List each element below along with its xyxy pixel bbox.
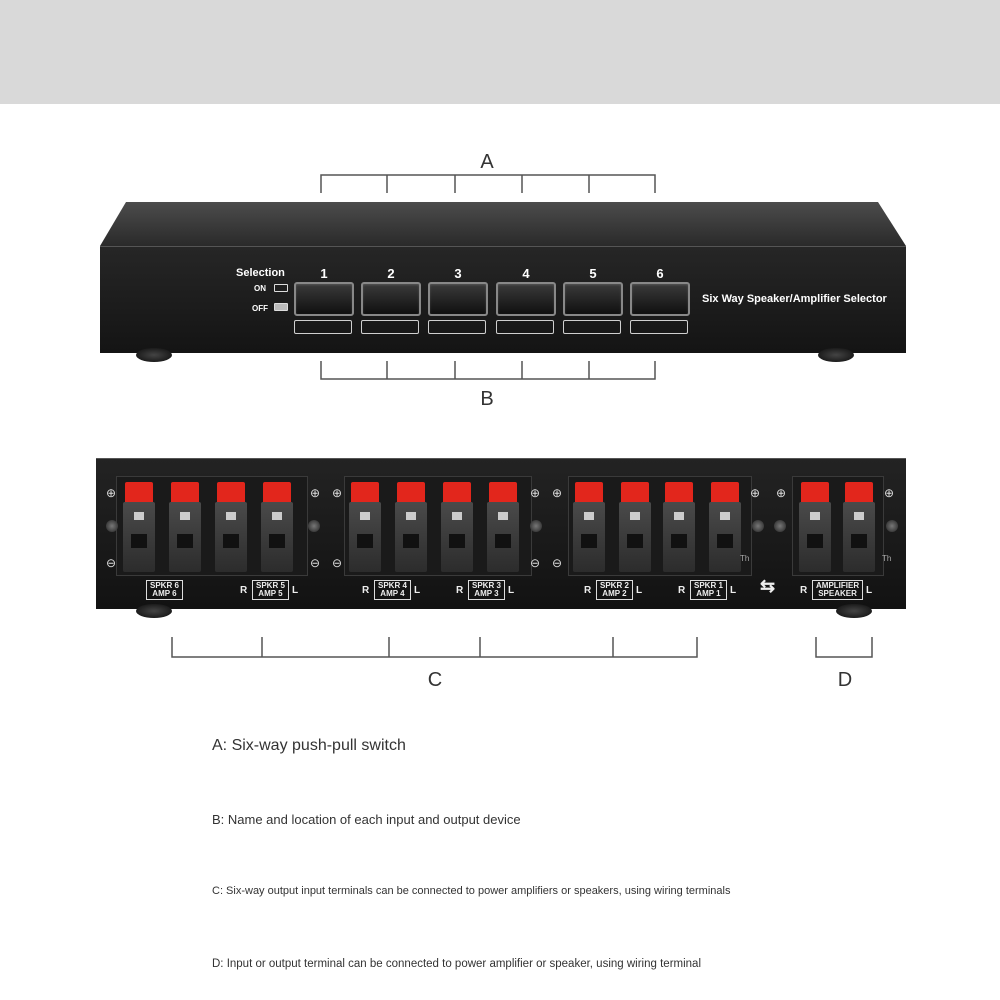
label-slot-2 xyxy=(361,320,419,334)
terminal-tab xyxy=(180,512,190,520)
button-number-5: 5 xyxy=(589,266,597,281)
plus-icon: ⊕ xyxy=(750,486,761,500)
channel-label-1: SPKR 1 AMP 1 xyxy=(690,580,727,600)
terminal-tab xyxy=(630,512,640,520)
terminal-lever xyxy=(171,482,199,504)
terminal-hole xyxy=(403,534,419,548)
plus-icon: ⊕ xyxy=(552,486,563,500)
terminal-tab xyxy=(360,512,370,520)
minus-icon: ⊖ xyxy=(552,556,563,570)
terminal-lever xyxy=(489,482,517,504)
terminal-hole xyxy=(495,534,511,548)
callout-a: A xyxy=(480,151,494,173)
callout-d: D xyxy=(837,669,853,691)
minus-icon: ⊖ xyxy=(332,556,343,570)
plus-icon: ⊕ xyxy=(106,486,117,500)
screw-icon xyxy=(752,520,764,532)
back-foot-left xyxy=(136,604,172,618)
minus-icon: ⊖ xyxy=(310,556,321,570)
back-foot-right xyxy=(836,604,872,618)
on-icon xyxy=(274,284,288,292)
r-label: R xyxy=(240,585,248,596)
channel-label-5: SPKR 5 AMP 5 xyxy=(252,580,289,600)
bracket-c xyxy=(172,637,697,657)
r-label: R xyxy=(584,585,592,596)
plus-icon: ⊕ xyxy=(310,486,321,500)
channel-label-4: SPKR 4 AMP 4 xyxy=(374,580,411,600)
terminal-hole xyxy=(627,534,643,548)
callout-c: C xyxy=(427,669,443,691)
terminal-lever xyxy=(443,482,471,504)
plus-icon: ⊕ xyxy=(530,486,541,500)
push-button-1[interactable] xyxy=(294,282,354,316)
push-button-4[interactable] xyxy=(496,282,556,316)
speaker-terminal[interactable] xyxy=(260,482,294,576)
push-button-5[interactable] xyxy=(563,282,623,316)
minus-icon: ⊖ xyxy=(530,556,541,570)
th-label: Th xyxy=(740,554,750,563)
terminal-lever xyxy=(665,482,693,504)
terminal-hole xyxy=(851,534,867,548)
l-label: L xyxy=(292,585,299,596)
l-label: L xyxy=(414,585,421,596)
terminal-hole xyxy=(269,534,285,548)
speaker-terminal[interactable] xyxy=(708,482,742,576)
terminal-lever xyxy=(575,482,603,504)
label-slot-6 xyxy=(630,320,688,334)
channel-label-amplifier: AMPLIFIER SPEAKER xyxy=(812,580,863,600)
speaker-terminal[interactable] xyxy=(842,482,876,576)
plus-icon: ⊕ xyxy=(332,486,343,500)
push-button-3[interactable] xyxy=(428,282,488,316)
channel-label-6: SPKR 6 AMP 6 xyxy=(146,580,183,600)
speaker-terminal[interactable] xyxy=(440,482,474,576)
terminal-lever xyxy=(125,482,153,504)
button-number-2: 2 xyxy=(387,266,395,281)
terminal-hole xyxy=(581,534,597,548)
front-foot-left xyxy=(136,348,172,362)
device-title: Six Way Speaker/Amplifier Selector xyxy=(702,293,887,305)
screw-icon xyxy=(308,520,320,532)
terminal-tab xyxy=(810,512,820,520)
l-label: L xyxy=(636,585,643,596)
terminal-tab xyxy=(720,512,730,520)
terminal-lever xyxy=(397,482,425,504)
r-label: R xyxy=(456,585,464,596)
on-label: ON xyxy=(254,284,266,293)
terminal-tab xyxy=(498,512,508,520)
push-button-6[interactable] xyxy=(630,282,690,316)
speaker-terminal[interactable] xyxy=(168,482,202,576)
speaker-terminal[interactable] xyxy=(618,482,652,576)
terminal-lever xyxy=(217,482,245,504)
channel-label-2: SPKR 2 AMP 2 xyxy=(596,580,633,600)
terminal-hole xyxy=(717,534,733,548)
button-number-6: 6 xyxy=(656,266,664,281)
button-number-4: 4 xyxy=(522,266,530,281)
speaker-terminal[interactable] xyxy=(214,482,248,576)
speaker-terminal[interactable] xyxy=(662,482,696,576)
speaker-terminal[interactable] xyxy=(798,482,832,576)
speaker-terminal[interactable] xyxy=(486,482,520,576)
label-slot-3 xyxy=(428,320,486,334)
terminal-tab xyxy=(272,512,282,520)
caption-a: A: Six-way push-pull switch xyxy=(212,737,406,754)
button-number-1: 1 xyxy=(320,266,328,281)
minus-icon: ⊖ xyxy=(106,556,117,570)
terminal-hole xyxy=(807,534,823,548)
callout-b: B xyxy=(480,388,494,410)
screw-icon xyxy=(886,520,898,532)
caption-b: B: Name and location of each input and output device xyxy=(212,812,521,827)
push-button-2[interactable] xyxy=(361,282,421,316)
l-label: L xyxy=(508,585,515,596)
caption-d: D: Input or output terminal can be connected to power amplifier or speaker, using wiring terminal xyxy=(212,958,702,970)
bracket-a xyxy=(321,175,655,193)
screw-icon xyxy=(106,520,118,532)
screw-icon xyxy=(774,520,786,532)
terminal-tab xyxy=(674,512,684,520)
terminal-lever xyxy=(801,482,829,504)
terminal-lever xyxy=(621,482,649,504)
selection-label: Selection xyxy=(236,267,285,279)
screw-icon xyxy=(530,520,542,532)
r-label: R xyxy=(678,585,686,596)
terminal-tab xyxy=(226,512,236,520)
terminal-hole xyxy=(177,534,193,548)
label-slot-4 xyxy=(496,320,554,334)
th-label: Th xyxy=(882,554,892,563)
button-number-3: 3 xyxy=(454,266,462,281)
terminal-lever xyxy=(845,482,873,504)
front-panel xyxy=(96,200,908,370)
speaker-terminal[interactable] xyxy=(348,482,382,576)
terminal-lever xyxy=(711,482,739,504)
terminal-lever xyxy=(263,482,291,504)
terminal-lever xyxy=(351,482,379,504)
swap-arrows-icon: ⇆ xyxy=(760,576,776,596)
l-label: L xyxy=(730,585,737,596)
front-foot-right xyxy=(818,348,854,362)
label-slot-5 xyxy=(563,320,621,334)
terminal-hole xyxy=(671,534,687,548)
terminal-hole xyxy=(449,534,465,548)
label-slot-1 xyxy=(294,320,352,334)
plus-icon: ⊕ xyxy=(776,486,787,500)
plus-icon: ⊕ xyxy=(884,486,895,500)
speaker-terminal[interactable] xyxy=(394,482,428,576)
terminal-tab xyxy=(854,512,864,520)
channel-label-3: SPKR 3 AMP 3 xyxy=(468,580,505,600)
l-label: L xyxy=(866,585,873,596)
r-label: R xyxy=(800,585,808,596)
terminal-tab xyxy=(452,512,462,520)
off-icon xyxy=(274,303,288,311)
terminal-hole xyxy=(131,534,147,548)
terminal-tab xyxy=(584,512,594,520)
terminal-tab xyxy=(134,512,144,520)
terminal-tab xyxy=(406,512,416,520)
bracket-d xyxy=(816,637,872,657)
speaker-terminal[interactable] xyxy=(122,482,156,576)
terminal-hole xyxy=(223,534,239,548)
off-label: OFF xyxy=(252,304,268,313)
r-label: R xyxy=(362,585,370,596)
speaker-terminal[interactable] xyxy=(572,482,606,576)
terminal-hole xyxy=(357,534,373,548)
front-top-surface xyxy=(96,200,908,248)
back-panel xyxy=(96,458,908,618)
caption-c: C: Six-way output input terminals can be connected to power amplifiers or speakers, using wiring terminals xyxy=(212,885,731,897)
